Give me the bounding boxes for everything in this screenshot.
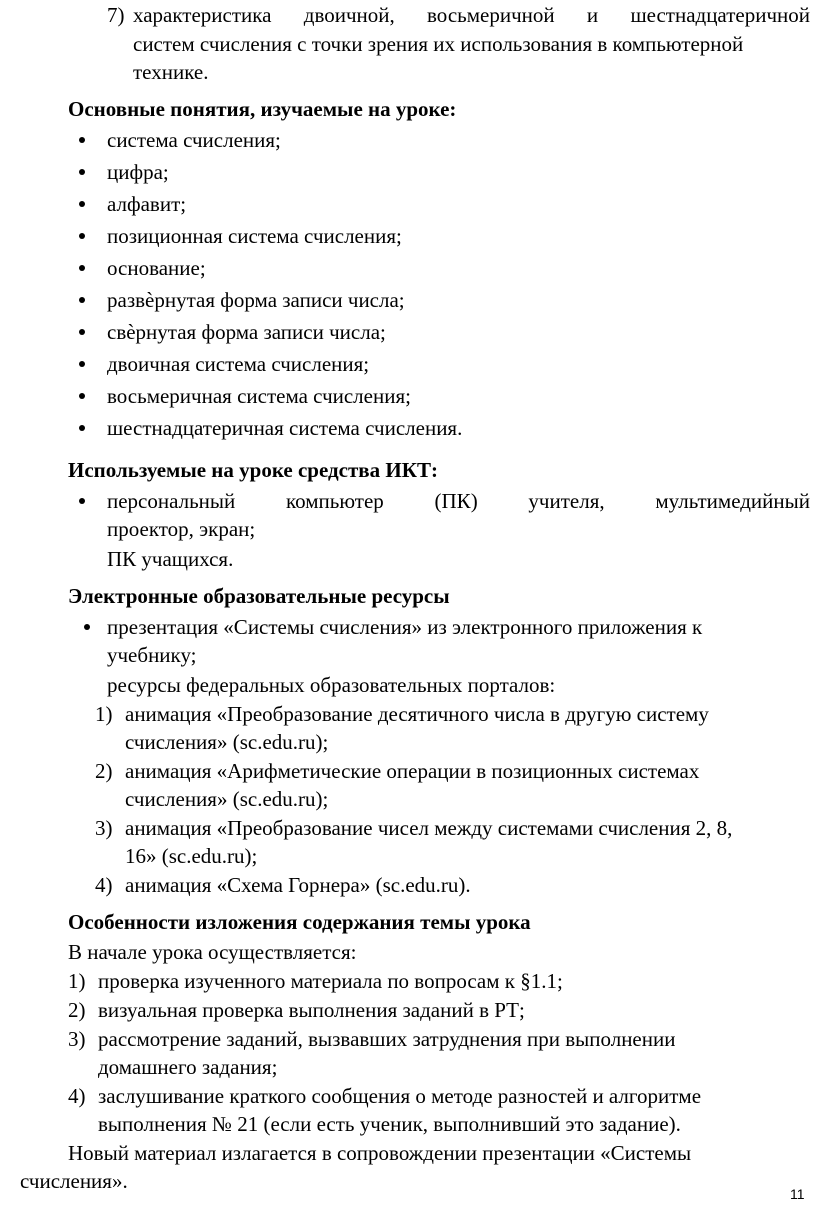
list-item-text: технике. (133, 60, 209, 84)
list-marker: 2) (68, 998, 86, 1022)
bullet-dot (79, 498, 85, 504)
list-marker: 2) (95, 759, 113, 783)
list-item-text: рассмотрение заданий, вызвавших затруднения при выполнении (98, 1027, 676, 1051)
list-item: персональный компьютер (ПК) учителя, мультимедийный (107, 489, 810, 513)
list-marker: 3) (68, 1027, 86, 1051)
list-item: презентация «Системы счисления» из электронного приложения к (107, 615, 703, 639)
list-item: свѐрнутая форма записи числа; (107, 320, 386, 344)
list-marker: 4) (95, 873, 113, 897)
bullet-dot (79, 201, 85, 207)
list-item-text: заслушивание краткого сообщения о методе разностей и алгоритме (98, 1084, 702, 1108)
bullet-dot (84, 624, 90, 630)
section-heading: Используемые на уроке средства ИКТ: (68, 458, 438, 482)
list-marker: 1) (68, 969, 86, 993)
list-marker: 1) (95, 702, 113, 726)
list-item-text: анимация «Арифметические операции в позиционных системах (125, 759, 700, 783)
list-item-text: 16» (sc.edu.ru); (125, 844, 258, 868)
list-marker: 7) (107, 3, 125, 27)
paragraph-line: счисления». (20, 1169, 128, 1193)
list-item-text: анимация «Преобразование десятичного числа в другую систему (125, 702, 709, 726)
list-item-text: систем счисления с точки зрения их использования в компьютерной (133, 32, 744, 56)
list-item-text: выполнения № 21 (если есть ученик, выполнивший это задание). (98, 1112, 681, 1136)
list-item-text: анимация «Преобразование чисел между системами счисления 2, 8, (125, 816, 733, 840)
list-item: двоичная система счисления; (107, 352, 370, 376)
list-item-text: визуальная проверка выполнения заданий в РТ; (98, 998, 525, 1022)
list-item-text: домашнего задания; (98, 1055, 278, 1079)
bullet-dot (79, 169, 85, 175)
list-item: шестнадцатеричная система счисления. (107, 416, 463, 440)
list-item: система счисления; (107, 128, 281, 152)
list-marker: 4) (68, 1084, 86, 1108)
list-item: учебнику; (107, 643, 197, 667)
list-item-text: характеристика двоичной, восьмеричной и шестнадцатеричной (133, 3, 810, 27)
list-item-text: анимация «Схема Горнера» (sc.edu.ru). (125, 873, 471, 897)
paragraph-line: ресурсы федеральных образовательных порталов: (107, 673, 556, 697)
list-item: алфавит; (107, 192, 187, 216)
bullet-dot (79, 361, 85, 367)
list-item: развѐрнутая форма записи числа; (107, 288, 405, 312)
list-item-text: проверка изученного материала по вопросам к §1.1; (98, 969, 563, 993)
list-item: восьмеричная система счисления; (107, 384, 411, 408)
list-item: цифра; (107, 160, 169, 184)
section-heading: Основные понятия, изучаемые на уроке: (68, 97, 457, 121)
list-item: позиционная система счисления; (107, 224, 402, 248)
page-number: 11 (790, 1186, 805, 1202)
bullet-dot (79, 265, 85, 271)
paragraph-line: ПК учащихся. (107, 547, 234, 571)
paragraph-line: Новый материал излагается в сопровождении презентации «Системы (68, 1141, 692, 1165)
list-item-text: счисления» (sc.edu.ru); (125, 730, 329, 754)
list-item: проектор, экран; (107, 517, 256, 541)
list-marker: 3) (95, 816, 113, 840)
list-item-text: счисления» (sc.edu.ru); (125, 787, 329, 811)
bullet-dot (79, 425, 85, 431)
bullet-dot (79, 329, 85, 335)
paragraph-line: В начале урока осуществляется: (68, 940, 357, 964)
bullet-dot (79, 137, 85, 143)
bullet-dot (79, 393, 85, 399)
list-item: основание; (107, 256, 206, 280)
section-heading: Особенности изложения содержания темы урока (68, 910, 531, 934)
bullet-dot (79, 297, 85, 303)
section-heading: Электронные образовательные ресурсы (68, 584, 450, 608)
bullet-dot (79, 233, 85, 239)
